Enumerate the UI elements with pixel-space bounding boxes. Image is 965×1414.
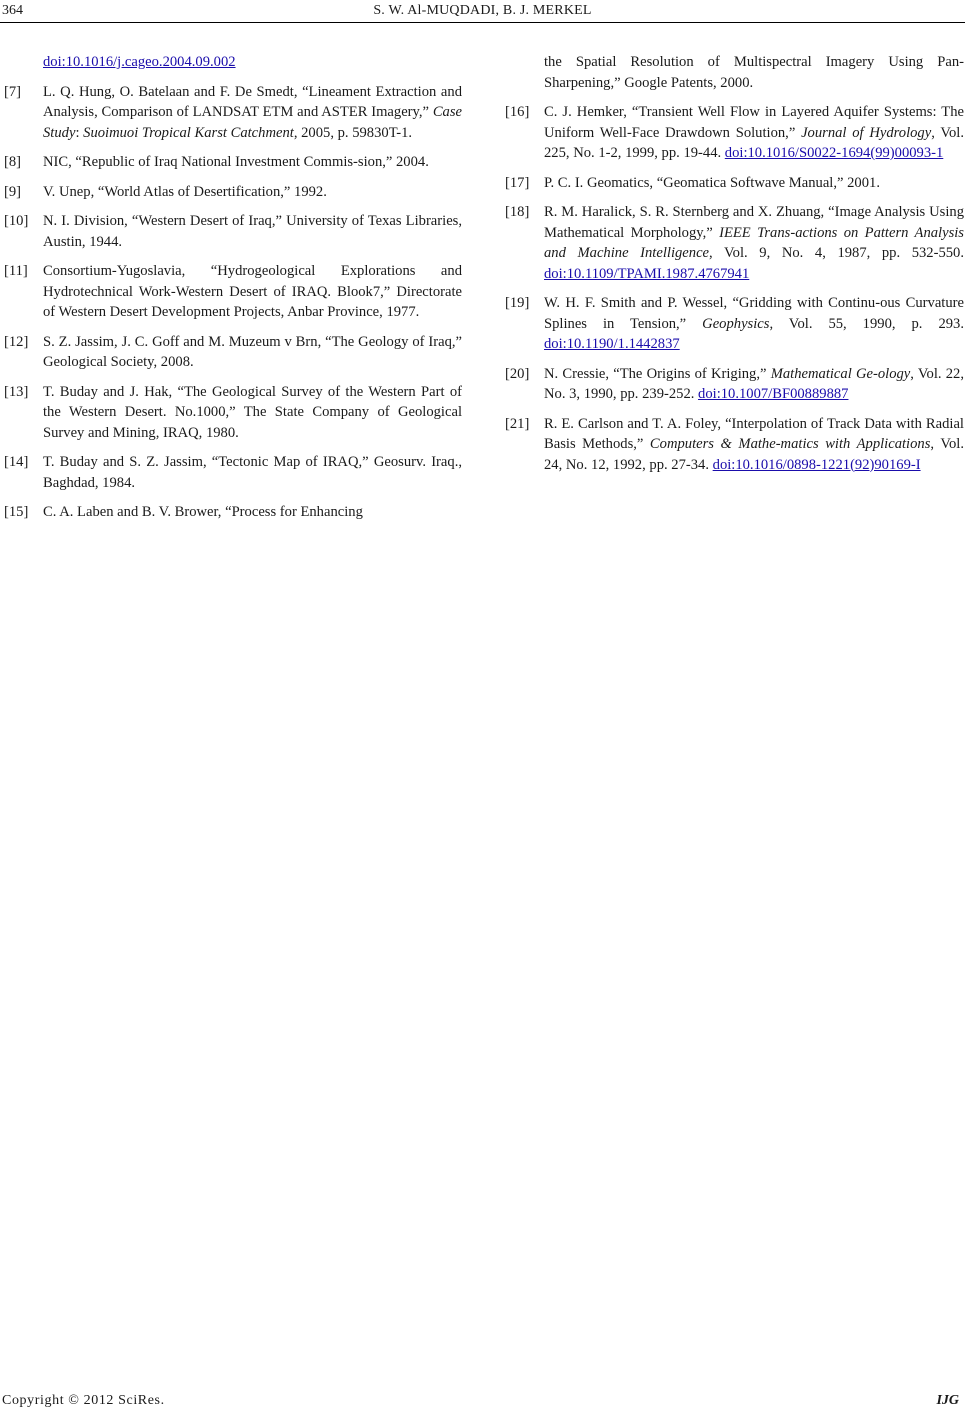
reference-text: T. Buday and S. Z. Jassim, “Tectonic Map of IRAQ,” Geosurv. Iraq., Baghdad, 1984. [43,454,462,491]
reference-text: C. A. Laben and B. V. Brower, “Process for Enhancing [43,504,363,520]
reference-text: T. Buday and J. Hak, “The Geological Survey of the Western Part of the Western Desert. No.1000,” The State Company of Geological Survey and Mining, IRAQ, 1980. [43,383,462,441]
reference-number: [21] [505,415,530,432]
reference-text: , Vol. 24, No. 12, 1992, pp. 27-34. [544,436,964,473]
reference-11 [4,261,462,323]
reference-8 [4,152,462,173]
reference-17 [505,173,964,194]
reference-10 [4,211,462,252]
doi-link[interactable]: doi:10.1016/0898-1221(92)90169-I [712,456,921,473]
reference-text: , Vol. 9, No. 4, 1987, pp. 532-550. [709,245,965,261]
reference-text: NIC, “Republic of Iraq National Investment Commis-sion,” 2004. [43,154,429,170]
reference-text: R. M. Haralick, S. R. Sternberg and X. Zhuang, “Image Analysis Using Mathematical Morphology,” [544,204,964,241]
reference-number: [7] [4,83,22,100]
reference-13 [4,382,462,444]
reference-italic: Computers & Mathe-matics with Applications [649,436,931,452]
journal-abbreviation: IJG [936,1393,959,1408]
reference-text: R. E. Carlson and T. A. Foley, “Interpolation of Track Data with Radial Basis Methods,” [544,415,964,452]
reference-number: [14] [4,454,29,470]
references-left-column [4,52,462,532]
running-title: S. W. Al-MUQDADI, B. J. MERKEL [373,3,592,18]
reference-number: [9] [4,183,22,200]
reference-italic: Case Study [43,104,462,141]
doi-link[interactable]: doi:10.1190/1.1442837 [544,336,680,352]
reference-text: , 2005, p. 59830T-1. [293,124,413,141]
page-number: 364 [2,3,23,18]
reference-number: [11] [4,263,28,279]
reference-text: N. I. Division, “Western Desert of Iraq,” University of Texas Libraries, Austin, 1944. [43,213,462,250]
reference-number: [15] [4,504,29,520]
reference-16 [505,102,964,164]
reference-text: , Vol. 225, No. 1-2, 1999, pp. 19-44. [544,124,964,161]
doi-link[interactable]: doi:10.1109/TPAMI.1987.4767941 [544,265,750,282]
reference-text: L. Q. Hung, O. Batelaan and F. De Smedt, “Lineament Extraction and Analysis, Comparison of LANDSAT ETM and ASTER Imagery,” [43,83,462,120]
reference-number: [20] [505,365,530,382]
reference-continuation [4,52,462,73]
reference-text: N. Cressie, “The Origins of Kriging,” [544,365,771,382]
reference-number: [12] [4,333,29,350]
reference-text: P. C. I. Geomatics, “Geomatica Softwave Manual,” 2001. [544,174,880,191]
reference-14 [4,452,462,493]
reference-text: the Spatial Resolution of Multispectral Imagery Using Pan-Sharpening,” Google Patents, 2000. [544,54,964,91]
doi-link[interactable]: doi:10.1016/S0022-1694(99)00093-1 [724,145,944,161]
reference-text: V. Unep, “World Atlas of Desertification,” 1992. [43,183,327,200]
reference-9 [4,182,462,203]
references-right-column [505,52,964,484]
reference-text: , Vol. 22, No. 3, 1990, pp. 239-252. [544,365,964,402]
reference-italic: Geophysics [702,315,770,332]
reference-text: : [75,124,84,141]
reference-19 [505,293,964,355]
reference-number: [16] [505,104,530,120]
reference-number: [19] [505,295,530,311]
reference-15 [4,502,462,523]
doi-link[interactable]: doi:10.1007/BF00889887 [698,386,849,402]
reference-7 [4,82,462,144]
reference-21 [505,414,964,476]
reference-text: W. H. F. Smith and P. Wessel, “Gridding with Continu-ous Curvature Splines in Tension,” [544,295,964,332]
reference-continuation [505,52,964,93]
reference-number: [10] [4,213,29,229]
reference-italic: Suoimuoi Tropical Karst Catchment [83,124,294,141]
reference-18 [505,202,964,284]
doi-link[interactable]: doi:10.1016/j.cageo.2004.09.002 [43,54,236,70]
reference-text: Consortium-Yugoslavia, “Hydrogeological Explorations and Hydrotechnical Work-Western Desert of IRAQ. Blook7,” Directorate of Western Desert Development Projects, Anbar Province, 1977. [43,263,462,320]
page-footer [0,1391,965,1413]
reference-italic: Mathematical Ge-ology [770,365,911,382]
reference-12 [4,332,462,373]
reference-number: [13] [4,383,29,400]
reference-number: [17] [505,174,530,191]
reference-text: , Vol. 55, 1990, p. 293. [769,315,964,332]
copyright-notice: Copyright © 2012 SciRes. [2,1393,165,1408]
reference-italic: IEEE Trans-actions on Pattern Analysis and Machine Intelligence [544,224,964,261]
reference-text: S. Z. Jassim, J. C. Goff and M. Muzeum v Brn, “The Geology of Iraq,” Geological Society, 2008. [43,333,462,370]
reference-italic: Journal of Hydrology [801,124,932,141]
reference-text: C. J. Hemker, “Transient Well Flow in Layered Aquifer Systems: The Uniform Well-Face Drawdown Solution,” [544,104,964,141]
header-rule [0,22,965,23]
reference-number: [8] [4,154,22,170]
reference-number: [18] [505,204,530,220]
page-header [0,0,965,24]
reference-20 [505,364,964,405]
